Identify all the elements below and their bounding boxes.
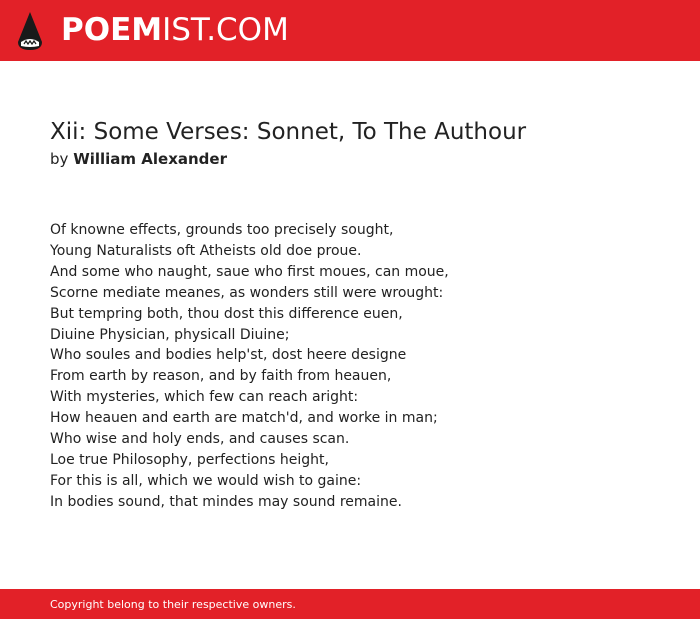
- author-link[interactable]: William Alexander: [73, 150, 227, 168]
- poem-line: In bodies sound, that mindes may sound remaine.: [50, 493, 402, 510]
- by-label: by: [50, 150, 69, 168]
- poem-line: Scorne mediate meanes, as wonders still were wrought:: [50, 284, 444, 301]
- poem-line: Young Naturalists oft Atheists old doe proue.: [50, 242, 362, 259]
- poem-line: From earth by reason, and by faith from heauen,: [50, 368, 392, 385]
- pencil-tip-icon: [17, 11, 43, 51]
- site-header: [0, 0, 700, 61]
- poem-line: Who soules and bodies help'st, dost heere designe: [50, 347, 407, 364]
- poem-line: Loe true Philosophy, perfections height,: [50, 451, 329, 468]
- poem-line: How heauen and earth are match'd, and worke in man;: [50, 410, 438, 427]
- poem-line: With mysteries, which few can reach aright:: [50, 389, 359, 406]
- site-logo-text: [61, 12, 289, 48]
- site-footer: [0, 589, 700, 619]
- poem-line: Diuine Physician, physicall Diuine;: [50, 326, 290, 343]
- poem-title: Xii: Some Verses: Sonnet, To The Authour: [50, 119, 527, 145]
- poem-byline: [50, 147, 670, 171]
- poem-line: Of knowne effects, grounds too precisely sought,: [50, 222, 394, 238]
- poem-line: Who wise and holy ends, and causes scan.: [50, 431, 350, 448]
- logo-text-light: IST.COM: [162, 12, 289, 48]
- poem-line: But tempring both, thou dost this difference euen,: [50, 305, 403, 322]
- logo-text-bold: POEM: [61, 12, 163, 48]
- poem-line: And some who naught, saue who first moues, can moue,: [50, 263, 449, 280]
- poem-line: For this is all, which we would wish to gaine:: [50, 472, 362, 489]
- poem-body: [50, 220, 670, 513]
- copyright-text: Copyright belong to their respective owners.: [50, 597, 296, 611]
- poem-content: [50, 117, 670, 513]
- site-logo-link[interactable]: [17, 11, 289, 51]
